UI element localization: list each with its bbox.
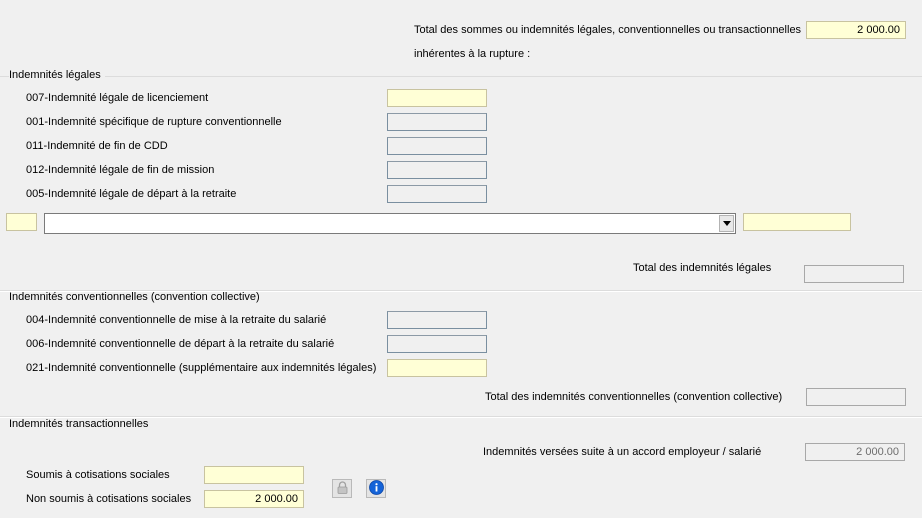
soumis-field[interactable] — [204, 466, 304, 484]
section-title-conventionnelles: Indemnités conventionnelles (convention collective) — [9, 291, 260, 303]
legale-item-label: 001-Indemnité spécifique de rupture conventionnelle — [26, 116, 282, 128]
legale-item-label: 012-Indemnité légale de fin de mission — [26, 164, 215, 176]
legale-code-field[interactable] — [6, 213, 37, 231]
conventionnelle-item-label: 006-Indemnité conventionnelle de départ à la retraite du salarié — [26, 338, 335, 350]
lock-icon — [337, 481, 348, 497]
legale-type-select[interactable] — [44, 213, 736, 234]
legale-depart-retraite-field[interactable] — [387, 185, 487, 203]
total-legales-label: Total des indemnités légales — [633, 262, 772, 274]
total-conventionnelles-field — [806, 388, 906, 406]
conventionnelle-item-label: 021-Indemnité conventionnelle (supplémentaire aux indemnités légales) — [26, 362, 377, 374]
legale-fin-cdd-field[interactable] — [387, 137, 487, 155]
conventionnelle-supplementaire-field[interactable] — [387, 359, 487, 377]
chevron-down-icon[interactable] — [719, 215, 734, 232]
accord-label: Indemnités versées suite à un accord employeur / salarié — [483, 446, 762, 458]
section-title-transactionnelles: Indemnités transactionnelles — [9, 418, 149, 430]
lock-button[interactable] — [332, 479, 352, 498]
soumis-label: Soumis à cotisations sociales — [26, 469, 170, 481]
total-sommes-label: Total des sommes ou indemnités légales, conventionnelles ou transactionnelles — [414, 24, 802, 36]
total-legales-field — [804, 265, 904, 283]
total-conventionnelles-label: Total des indemnités conventionnelles (convention collective) — [485, 391, 783, 403]
legale-item-label: 005-Indemnité légale de départ à la retraite — [26, 188, 237, 200]
accord-field: 2 000.00 — [805, 443, 905, 461]
conventionnelle-item-label: 004-Indemnité conventionnelle de mise à la retraite du salarié — [26, 314, 327, 326]
total-sommes-field[interactable]: 2 000.00 — [806, 21, 906, 39]
conventionnelle-mise-retraite-field[interactable] — [387, 311, 487, 329]
info-button[interactable] — [366, 479, 386, 498]
legale-item-label: 011-Indemnité de fin de CDD — [26, 140, 168, 152]
total-sommes-label-line2: inhérentes à la rupture : — [414, 48, 531, 60]
non-soumis-field[interactable]: 2 000.00 — [204, 490, 304, 508]
non-soumis-label: Non soumis à cotisations sociales — [26, 493, 192, 505]
section-title-legales: Indemnités légales — [9, 69, 105, 81]
info-icon — [369, 480, 384, 498]
conventionnelle-depart-retraite-field[interactable] — [387, 335, 487, 353]
legale-amount-field[interactable] — [743, 213, 851, 231]
legale-item-label: 007-Indemnité légale de licenciement — [26, 92, 209, 104]
legale-licenciement-field[interactable] — [387, 89, 487, 107]
legale-rupture-conventionnelle-field[interactable] — [387, 113, 487, 131]
legale-fin-mission-field[interactable] — [387, 161, 487, 179]
